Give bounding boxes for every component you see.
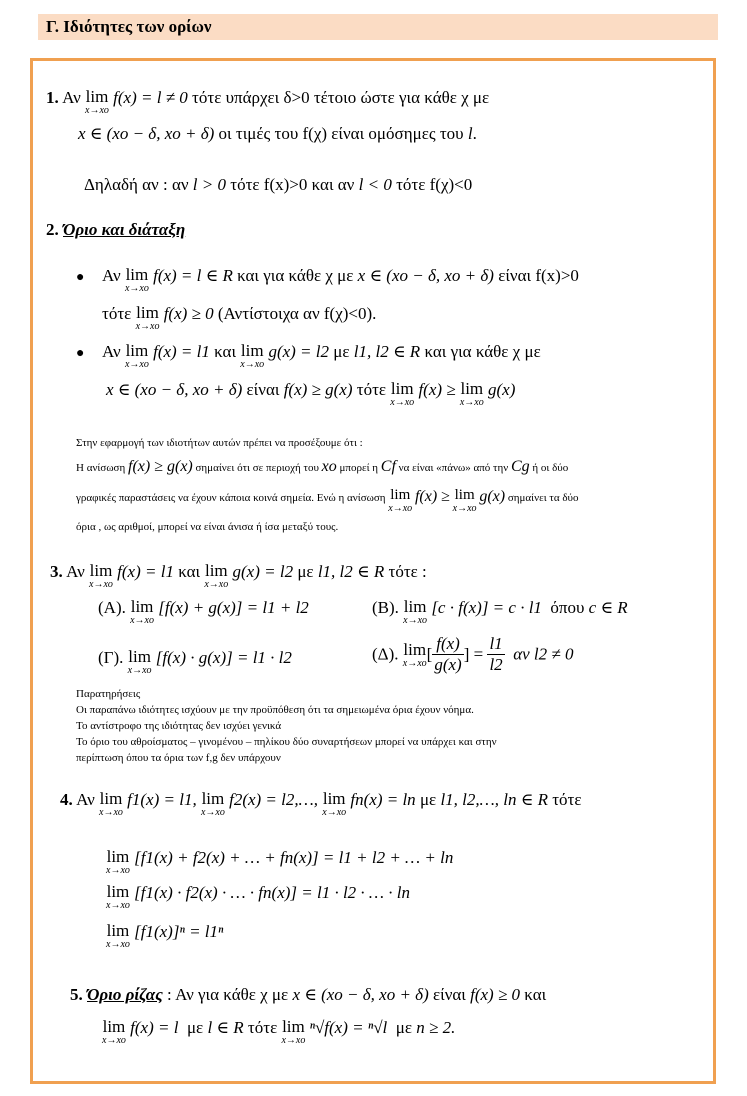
- text: με: [395, 1018, 413, 1037]
- math-expression: l ∈ R: [207, 1018, 244, 1037]
- text: τότε: [247, 1018, 278, 1037]
- text: Αν: [76, 790, 95, 809]
- math-expression: f(x) = l: [130, 1018, 179, 1037]
- item-number: 5.: [70, 985, 83, 1004]
- text: τότε :: [388, 562, 427, 581]
- text: Αν για κάθε χ με: [175, 985, 289, 1004]
- lim-operator: lim x→xo: [135, 303, 160, 332]
- item-3-line-1: [50, 562, 427, 590]
- item-5-line-2: [102, 1018, 455, 1046]
- text: με: [297, 562, 314, 581]
- math-expression: x ∈ (xo − δ, xo + δ): [292, 985, 429, 1004]
- math-expression: ⁿ√f(x) = ⁿ√l: [309, 1018, 388, 1037]
- math-expression: x ∈ (xo − δ, xo + δ): [357, 266, 494, 285]
- lim-operator: lim x→xo: [459, 379, 484, 408]
- item-4-result-2: [106, 883, 410, 911]
- text: τότε f(χ)<0: [396, 175, 473, 194]
- math-expression: g(x) = l2: [268, 342, 329, 361]
- math-expression: l > 0: [192, 175, 226, 194]
- text: τότε: [102, 304, 132, 323]
- text: και: [524, 985, 547, 1004]
- text: και: [214, 342, 237, 361]
- text: .: [472, 124, 477, 143]
- math-expression: Cf: [380, 458, 396, 475]
- text: :: [162, 985, 172, 1004]
- text: τότε υπάρχει δ>0 τέτοιο ώστε για κάθε χ με: [192, 88, 490, 107]
- note-line: όρια , ως αριθμοί, μπορεί να είναι άνισα ή ίσα μεταξύ τους.: [76, 521, 339, 533]
- text: τότε: [552, 790, 582, 809]
- fraction: $\frac{f(x)}{g(x)}$: [434, 634, 462, 674]
- item-1-line-1: [46, 88, 489, 116]
- item-5-line-1: [70, 985, 546, 1005]
- text: είναι: [246, 380, 280, 399]
- text: με: [419, 790, 437, 809]
- note-line: Το αντίστροφο της ιδιότητας δεν ισχύει γενικά: [76, 720, 282, 732]
- item-number: 3.: [50, 562, 63, 581]
- text: Αν: [66, 562, 85, 581]
- note-line: Στην εφαρμογή των ιδιοτήτων αυτών πρέπει να προσέξουμε ότι :: [76, 437, 363, 449]
- math-expression: f1(x) = l1,: [127, 790, 197, 809]
- math-expression: f(x) ≥: [418, 380, 456, 399]
- text: τότε f(x)>0 και αν: [230, 175, 355, 194]
- math-expression: f(x) ≥ 0: [470, 985, 521, 1004]
- section-header: Γ. Ιδιότητες των ορίων: [38, 14, 718, 40]
- lim-operator: lim x→xo: [281, 1017, 306, 1046]
- item-3-D: (Δ). lim x→xo [ $\frac{f(x)}{g(x)}$ ] = $\frac{l1}{l2}$ αν l2 ≠ 0: [372, 634, 574, 674]
- item-2-bullet-1-line-1: [102, 266, 579, 294]
- math-expression: g(x): [479, 488, 506, 505]
- text: (Αντίστοιχα αν f(χ)<0).: [217, 304, 377, 323]
- text: ή οι δύο: [532, 462, 569, 474]
- lim-operator: lim x→xo: [322, 789, 347, 818]
- bullet-icon: ●: [76, 270, 85, 285]
- math-expression: [f(x) · g(x)] = l1 · l2: [155, 648, 292, 667]
- lim-operator: lim x→xo: [106, 921, 130, 950]
- lim-operator: lim x→xo: [106, 847, 130, 876]
- lim-operator: lim x→xo: [124, 341, 149, 370]
- math-expression: g(x): [488, 380, 516, 399]
- item-3-B: [372, 598, 628, 626]
- item-2-title: [46, 220, 185, 240]
- bullet-icon: ●: [76, 346, 85, 361]
- math-expression: Cg: [510, 458, 530, 475]
- text: γραφικές παραστάσεις να έχουν κάποια κοινά σημεία. Ενώ η ανίσωση: [76, 492, 386, 504]
- math-expression: l: [467, 124, 473, 143]
- item-2-bullet-1-line-2: [102, 304, 376, 332]
- note-line: Οι παραπάνω ιδιότητες ισχύουν με την προϋπόθεση ότι τα σημειωμένα όρια έχουν νόημα.: [76, 704, 474, 716]
- math-expression: l1, l2 ∈ R: [353, 342, 421, 361]
- math-expression: f(x) = l1: [117, 562, 174, 581]
- text: και για κάθε χ με: [424, 342, 541, 361]
- math-expression: x ∈ (xo − δ, xo + δ): [106, 380, 243, 399]
- section-subtitle: Όριο ρίζας: [87, 985, 163, 1004]
- text: μπορεί η: [339, 462, 379, 474]
- math-expression: [f1(x) + f2(x) + … + fn(x)] = l1 + l2 + … + ln: [134, 848, 454, 867]
- lim-operator: lim x→xo: [102, 1017, 126, 1046]
- text: σημαίνει ότι σε περιοχή του: [195, 462, 319, 474]
- item-number: 2.: [46, 220, 59, 239]
- lim-operator: lim x→xo: [388, 487, 413, 514]
- math-expression: αν l2 ≠ 0: [513, 644, 574, 664]
- math-expression: [f1(x)]ⁿ = l1ⁿ: [134, 922, 224, 941]
- text: (Γ).: [98, 648, 124, 667]
- lim-operator: lim x→xo: [106, 882, 130, 911]
- math-expression: l < 0: [358, 175, 392, 194]
- math-expression: f(x) ≥ 0: [163, 304, 214, 323]
- math-expression: fn(x) = ln: [350, 790, 416, 809]
- math-expression: n ≥ 2.: [416, 1018, 456, 1037]
- text: Η ανίσωση: [76, 462, 126, 474]
- text: είναι f(x)>0: [498, 266, 579, 285]
- lim-operator: lim x→xo: [99, 789, 123, 818]
- lim-operator: lim x→xo: [124, 265, 149, 294]
- text: και για κάθε χ με: [237, 266, 354, 285]
- lim-operator: lim x→xo: [403, 597, 428, 626]
- lim-operator: lim x→xo: [127, 647, 152, 676]
- text: Δηλαδή αν : αν: [84, 175, 189, 194]
- math-expression: [f(x) + g(x)] = l1 + l2: [158, 598, 309, 617]
- text: τότε: [356, 380, 387, 399]
- math-expression: f2(x) = l2,…,: [229, 790, 318, 809]
- lim-operator: lim x→xo: [390, 379, 415, 408]
- text: να είναι «πάνω» από την: [398, 462, 509, 474]
- math-expression: f(x) = l ≠ 0: [113, 88, 188, 107]
- lim-operator: lim x→xo: [130, 597, 154, 626]
- text: είναι: [432, 985, 466, 1004]
- text: Αν: [102, 342, 121, 361]
- lim-operator: lim x→xo: [452, 487, 477, 514]
- item-2-bullet-2-line-2: [106, 380, 515, 408]
- item-4-result-3: [106, 922, 223, 950]
- text: σημαίνει τα δύο: [507, 492, 579, 504]
- math-expression: c ∈ R: [588, 598, 628, 617]
- text: όπου: [550, 598, 585, 617]
- math-expression: f(x) ≥: [414, 488, 450, 505]
- math-expression: f(x) ≥ g(x): [128, 458, 193, 475]
- item-3-G: [98, 648, 292, 676]
- note-line: [76, 458, 568, 476]
- item-4-line-1: [60, 790, 582, 818]
- math-expression: l1, l2 ∈ R: [317, 562, 385, 581]
- math-expression: f(x) = l ∈ R: [153, 266, 233, 285]
- item-3-A: [98, 598, 309, 626]
- lim-operator: lim x→xo: [85, 87, 109, 116]
- fraction: $\frac{l1}{l2}$: [489, 634, 503, 674]
- math-expression: [f1(x) · f2(x) · … · fn(x)] = l1 · l2 · … · ln: [134, 883, 411, 902]
- text: με: [186, 1018, 204, 1037]
- lim-operator: lim x→xo: [240, 341, 265, 370]
- math-expression: g(x) = l2: [232, 562, 294, 581]
- lim-operator: lim x→xo: [402, 639, 427, 669]
- lim-operator: lim x→xo: [200, 789, 225, 818]
- text: (Δ).: [372, 644, 399, 664]
- text: με: [333, 342, 350, 361]
- math-expression: xo: [321, 458, 337, 475]
- math-expression: l1, l2,…, ln ∈ R: [440, 790, 548, 809]
- math-expression: f(x) ≥ g(x): [283, 380, 353, 399]
- lim-operator: lim x→xo: [89, 561, 113, 590]
- note-line: περίπτωση όπου τα όρια των f,g δεν υπάρχουν: [76, 752, 281, 764]
- note-line: Παρατηρήσεις: [76, 688, 141, 700]
- note-line: Το όριο του αθροίσματος – γινομένου – πηλίκου δύο συναρτήσεων μπορεί να υπάρχει και στην: [76, 736, 497, 748]
- item-1-line-2: [78, 124, 477, 144]
- item-2-bullet-2-line-1: [102, 342, 541, 370]
- text: Αν: [62, 88, 81, 107]
- item-1-line-3: [84, 175, 472, 195]
- item-number: 1.: [46, 88, 59, 107]
- note-line: [76, 488, 579, 514]
- text: Αν: [102, 266, 121, 285]
- text: οι τιμές του f(χ) είναι ομόσημες του: [218, 124, 464, 143]
- math-expression: f(x) = l1: [153, 342, 210, 361]
- lim-operator: lim x→xo: [204, 561, 229, 590]
- text: (Β).: [372, 598, 399, 617]
- text: και: [178, 562, 201, 581]
- text: (Α).: [98, 598, 126, 617]
- item-number: 4.: [60, 790, 73, 809]
- math-expression: [c · f(x)] = c · l1: [431, 598, 542, 617]
- section-subtitle: Όριο και διάταξη: [63, 220, 186, 239]
- item-4-result-1: [106, 848, 453, 876]
- math-expression: x ∈ (xo − δ, xo + δ): [78, 124, 215, 143]
